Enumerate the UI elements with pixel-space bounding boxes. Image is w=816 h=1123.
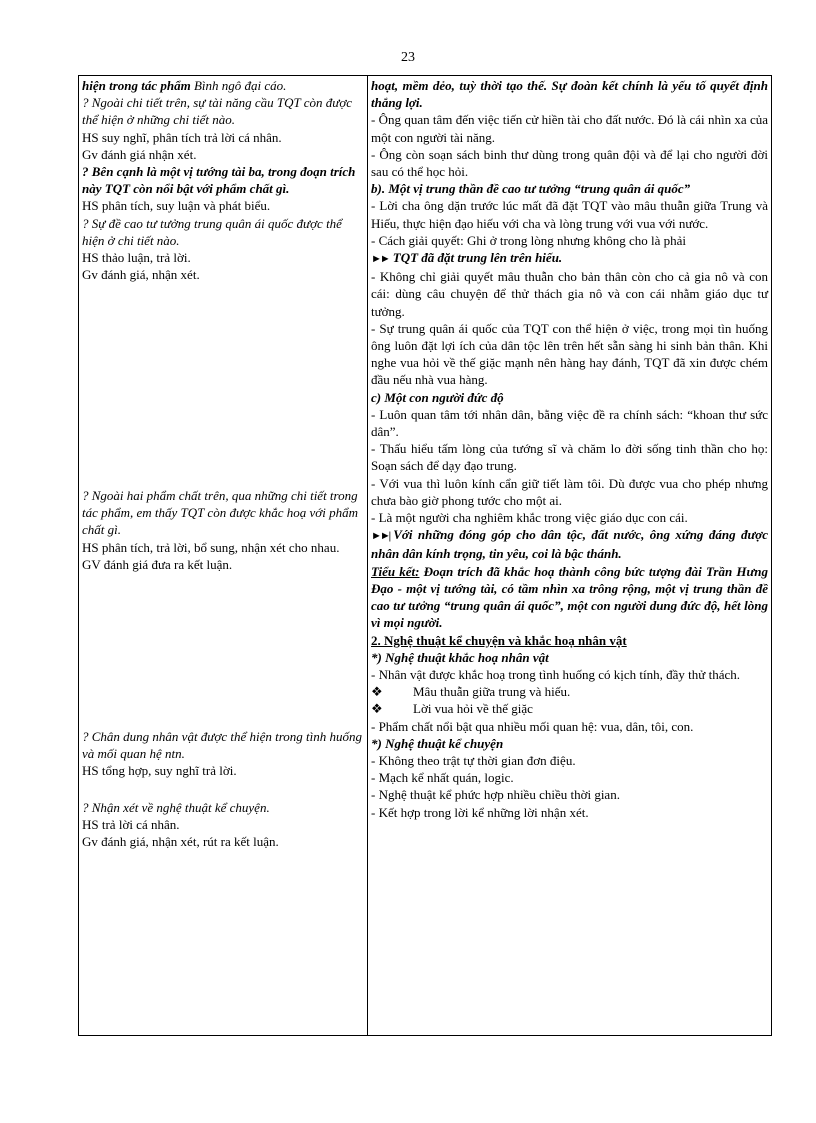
activity-line: Gv đánh giá nhận xét. (82, 146, 197, 162)
bullet-item: ❖ Mâu thuẫn giữa trung và hiếu. (371, 684, 571, 700)
content-para: - Với vua thì luôn kính cẩn giữ tiết làm tôi. Dù được vua cho phép nhưng chưa bào giờ phong tước cho một ai. (371, 475, 768, 508)
skip-arrow-icon: ►►| (371, 530, 390, 543)
activity-line: HS thảo luận, trả lời. (82, 250, 191, 266)
activity-line: hiện trong tác phẩm Bình ngô đại cáo. (82, 78, 287, 93)
diamond-bullet-icon: ❖ (371, 684, 383, 700)
activity-line: HS tổng hợp, suy nghĩ trả lời. (82, 763, 237, 779)
activity-line: ? Ngoài chi tiết trên, sự tài năng cầu TQT còn được thể hiện ở những chi tiết nào. (82, 95, 353, 128)
activity-line: ? Ngoài hai phẩm chất trên, qua những chi tiết trong tác phẩm, em thấy TQT còn được khắc hoạ với phẩm chất gì. (82, 488, 358, 538)
section-heading-c: c) Một con người đức độ (371, 389, 504, 405)
content-para: - Luôn quan tâm tới nhân dân, bằng việc đề ra chính sách: “khoan thư sức dân”. (371, 406, 768, 440)
lesson-content-column (368, 76, 771, 1035)
content-block (371, 77, 768, 821)
bullet-item: ❖ Lời vua hỏi về thế giặc (371, 701, 533, 717)
content-para: - Ông quan tâm đến việc tiến cử hiền tài cho đất nước. Đó là cái nhìn xa của một con người tài năng. (371, 112, 768, 145)
content-para: hoạt, mềm dẻo, tuỳ thời tạo thế. Sự đoàn kết chính là yếu tố quyết định thắng lợi. (371, 78, 768, 111)
content-para: - Thấu hiểu tấm lòng của tướng sĩ và chăm lo đời sống tinh thần cho họ: Soạn sách để dạy đạo trung. (371, 441, 768, 474)
content-para: - Cách giải quyết: Ghi ở trong lòng nhưng không cho là phải (371, 232, 687, 248)
section-heading-b: b). Một vị trung thần đề cao tư tưởng “trung quân ái quốc” (371, 181, 691, 197)
activity-line: HS suy nghĩ, phân tích trả lời cá nhân. (82, 129, 282, 145)
activity-line: ? Nhận xét về nghệ thuật kể chuyện. (82, 800, 270, 815)
activity-block-3 (82, 728, 364, 780)
content-para: - Không chỉ giải quyết mâu thuẫn cho bản thân còn cho cả gia nô và con cái: dùng câu chuyện để thử thách gia nô và con cái nhằm giáo dục tư tưởng. (371, 269, 768, 319)
activity-line: ? Chân dung nhân vật được thể hiện trong tình huống và mối quan hệ ntn. (82, 729, 363, 762)
activity-line: Gv đánh giá, nhận xét, rút ra kết luận. (82, 834, 279, 850)
activity-line: HS phân tích, trả lời, bổ sung, nhận xét cho nhau. (82, 539, 340, 555)
activity-block-2 (82, 487, 364, 573)
content-para: - Kết hợp trong lời kể những lời nhận xét. (371, 804, 589, 820)
content-para: - Phẩm chất nổi bật qua nhiều mối quan hệ: vua, dân, tôi, con. (371, 718, 694, 734)
double-arrow-icon: ►► (371, 253, 389, 266)
content-para: - Không theo trật tự thời gian đơn điệu. (371, 752, 576, 768)
activity-line: ? Bên cạnh là một vị tướng tài ba, trong đoạn trích này TQT còn nổi bật với phẩm chất gì. (82, 164, 356, 197)
teacher-student-activity-column (79, 76, 368, 1035)
summary-label: Tiểu kết: (371, 563, 420, 579)
content-para: - Sự trung quân ái quốc của TQT con thể hiện ở việc, trong mọi tìn huống ông luôn đặt lợi ích của dân tộc lên trên hết sẵn sàng hi sinh bản thân. Khi nghe vua hỏi về thế giặc mạnh nên hàng hay đánh, TQT đã xin được chém đầu nếu nhà vua hàng. (371, 320, 768, 388)
content-para: - Nhân vật được khắc hoạ trong tình huống có kịch tính, đầy thử thách. (371, 666, 740, 682)
activity-line: HS trả lời cá nhân. (82, 817, 180, 833)
activity-line: Gv đánh giá, nhận xét. (82, 267, 200, 283)
activity-line: HS phân tích, suy luận và phát biểu. (82, 198, 271, 214)
subheading: *) Nghệ thuật kể chuyện (371, 735, 504, 751)
content-para: - Nghệ thuật kể phức hợp nhiều chiều thời gian. (371, 787, 620, 803)
content-para: - Ông còn soạn sách binh thư dùng trong quân đội và để lại cho người đời sau có thể học hỏi. (371, 146, 768, 180)
activity-line: GV đánh giá đưa ra kết luận. (82, 556, 233, 572)
page-number: 23 (401, 50, 415, 65)
subheading: *) Nghệ thuật khắc hoạ nhân vật (371, 649, 549, 665)
activity-line: ? Sự đề cao tư tưởng trung quân ái quốc được thể hiện ở chi tiết nào. (82, 215, 342, 248)
content-para: - Là một người cha nghiêm khắc trong việc giáo dục con cái. (371, 510, 688, 526)
content-para: - Lời cha ông dặn trước lúc mất đã đặt TQT vào mâu thuẫn giữa Trung và Hiếu, thực hiện đạo hiếu với cha và lòng trung với vua với nước. (371, 198, 768, 231)
diamond-bullet-icon: ❖ (371, 701, 383, 717)
lesson-table (78, 75, 772, 1036)
activity-block-1 (82, 77, 364, 283)
conclusion-line: ►► TQT đã đặt trung lên trên hiếu. (371, 250, 563, 266)
activity-block-4 (82, 799, 364, 851)
summary-para: Tiểu kết: Đoạn trích đã khắc hoạ thành công bức tượng đài Trần Hưng Đạo - một vị tướng tài, có tầm nhìn xa trông rộng, một vị trung thần đề cao tư tưởng “trung quân ái quốc”, một con người dung đức độ, hết lòng vì mọi người. (371, 563, 769, 631)
conclusion-line: ►►| Với những đóng góp cho dân tộc, đất nước, ông xứng đáng được nhân dân kính trọng, tin yêu, coi là bậc thánh. (371, 527, 768, 562)
content-para: - Mạch kể nhất quán, logic. (371, 770, 514, 786)
section-heading-2: 2. Nghệ thuật kể chuyện và khắc hoạ nhân vật (371, 632, 627, 648)
